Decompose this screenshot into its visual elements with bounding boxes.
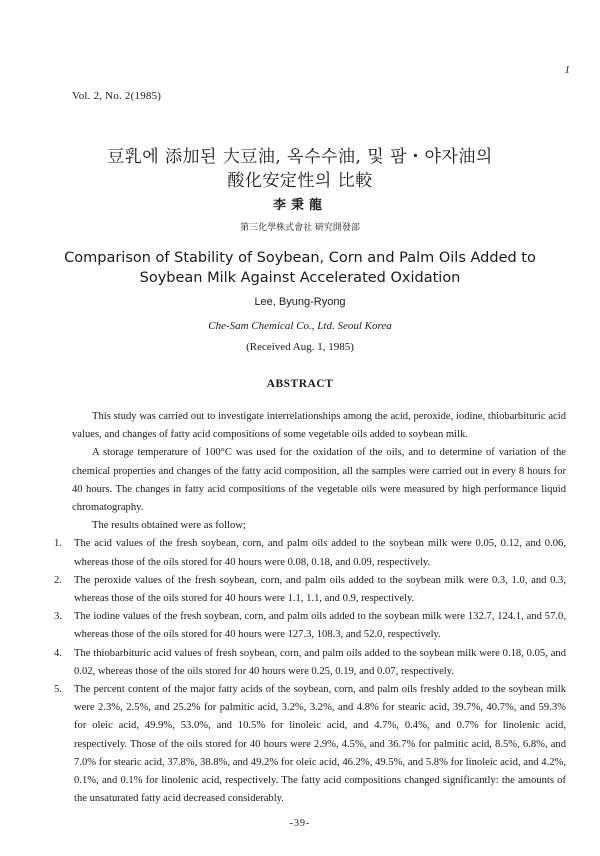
korean-affiliation: 第三化學株式會社 研究開發部 xyxy=(240,223,360,233)
korean-title-line-1: 豆乳에 添加된 大豆油, 옥수수油, 및 팜・야자油의 xyxy=(107,147,493,167)
english-title-line-1: Comparison of Stability of Soybean, Corn and Palm Oils Added to xyxy=(64,250,536,266)
result-item xyxy=(54,572,566,608)
abstract-paragraph-1: This study was carried out to investigate interrelationships among the acid, peroxide, iodine, thiobarbituric acid values, and changes of fatty acid compositions of some vegetable oils added to soybean milk. xyxy=(72,411,566,441)
english-author: Lee, Byung-Ryong xyxy=(254,296,346,308)
korean-author: 李秉龍 xyxy=(272,198,327,213)
received-date: (Received Aug. 1, 1985) xyxy=(246,341,354,353)
result-text: The iodine values of the fresh soybean, corn, and palm oils added to the soybean milk were 132.7, 124.1, and 57.0, whereas those of the oils stored for 40 hours were 127.3, 108.3, and 52.0, respectively. xyxy=(74,611,566,641)
result-text: The percent content of the major fatty acids of the soybean, corn, and palm oils freshly added to the soybean milk were 2.3%, 2.5%, and 25.2% for palmitic acid, 3.2%, 3.2%, and 4.8% for stearic acid, 39.7%, 40.7%, and 59.3% for oleic acid, 49.9%, 53.0%, and 10.5% for linoleic acid, and 4.7%, 0.4%, and 0.7% for linolenic acid, respectively. Those of the oils stored for 40 hours were 2.9%, 4.5%, and 36.7% for palmitic acid, 8.5%, 6.8%, and 7.0% for stearic acid, 37.8%, 38.8%, and 49.2% for oleic acid, 46.2%, 49.5%, and 5.8% for linoleic acid, and 4.2%, 0.1%, and 0.1% for linolenic acid, respectively. The fatty acid compositions changed significantly: the amounts of the unsaturated fatty acid decreased considerably. xyxy=(74,684,566,805)
result-item xyxy=(54,535,566,571)
result-number: 2. xyxy=(54,574,62,586)
result-number: 5. xyxy=(54,684,62,696)
english-affiliation: Che-Sam Chemical Co., Ltd. Seoul Korea xyxy=(208,320,392,332)
result-number: 1. xyxy=(54,538,62,550)
abstract-heading: ABSTRACT xyxy=(266,378,334,390)
result-item xyxy=(54,645,566,681)
abstract-paragraph-2: A storage temperature of 100°C was used for the oxidation of the oils, and to determine of variation of the chemical properties and changes of the fatty acid composition, all the samples were carried out in every 8 hours for 40 hours. The changes in fatty acid compositions of the vegetable oils were measured by high performance liquid chromatography. xyxy=(72,447,566,514)
result-number: 4. xyxy=(54,647,62,659)
result-number: 3. xyxy=(54,611,62,623)
result-item xyxy=(54,608,566,644)
korean-title-line-2: 酸化安定性의 比較 xyxy=(227,171,373,191)
result-text: The peroxide values of the fresh soybean, corn, and palm oils added to the soybean milk were 0.3, 1.0, and 0.3, whereas those of the oils stored for 40 hours were 1.1, 1.1, and 0.9, respectively. xyxy=(74,574,566,605)
results-list xyxy=(54,535,566,808)
result-text: The thiobarbituric acid values of fresh soybean, corn, and palm oils added to the soybean milk were 0.18, 0.05, and 0.02, whereas those of the oils stored for 40 hours were 0.25, 0.19, and 0.07, respectively. xyxy=(74,647,566,677)
abstract-body xyxy=(54,408,566,808)
page-footer-number: -39- xyxy=(289,818,311,829)
result-item xyxy=(54,681,566,808)
page-number: 1 xyxy=(564,64,570,76)
abstract-paragraph-3: The results obtained were as follow; xyxy=(92,520,246,532)
english-title-line-2: Soybean Milk Against Accelerated Oxidation xyxy=(139,270,461,286)
journal-volume: Vol. 2, No. 2(1985) xyxy=(72,90,162,102)
result-text: The acid values of the fresh soybean, corn, and palm oils added to the soybean milk were 0.05, 0.12, and 0.06, whereas those of the oils stored for 40 hours were 0.08, 0.18, and 0.09, respectively. xyxy=(74,538,566,568)
